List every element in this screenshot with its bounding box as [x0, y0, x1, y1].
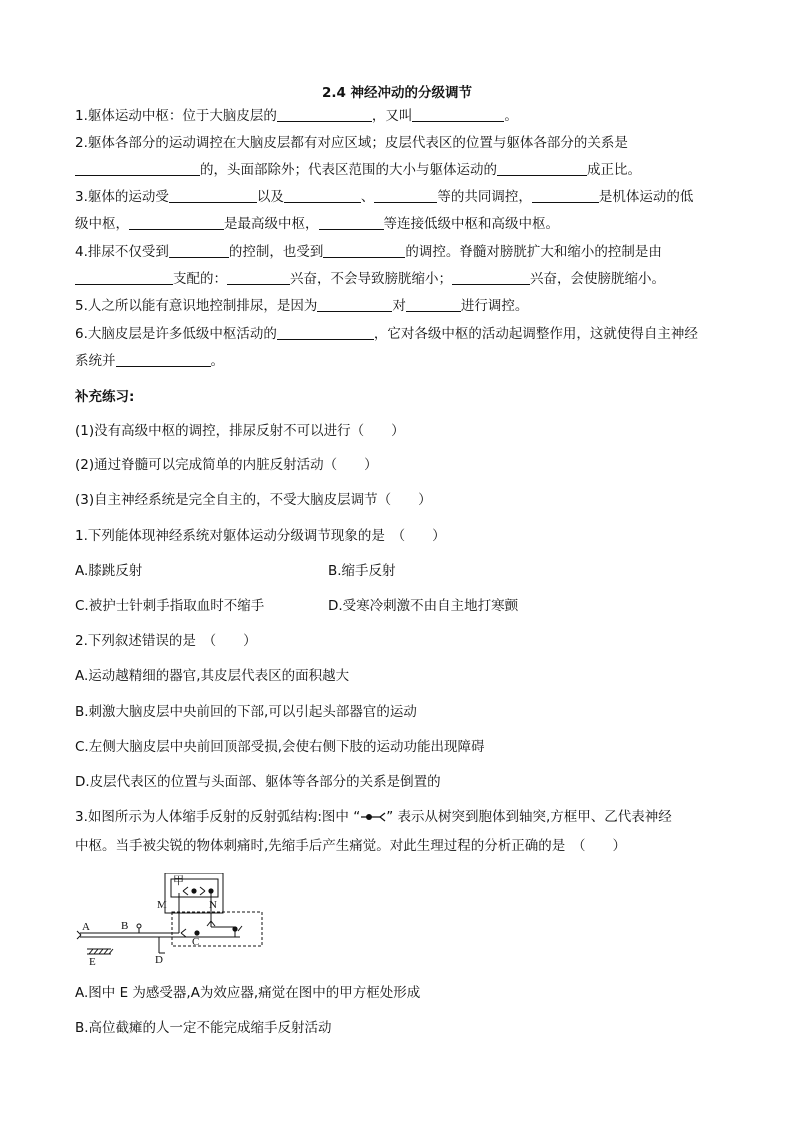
q4-blank-3[interactable] — [75, 270, 173, 285]
page-title: 2.4 神经冲动的分级调节 — [321, 85, 473, 101]
q1-blank-2[interactable] — [412, 107, 504, 122]
q3-text-e: 是机体运动的低 — [598, 189, 694, 205]
label-jia: 甲 — [173, 875, 184, 887]
q1-text-b: ，又叫 — [371, 108, 413, 124]
q4-blank-2[interactable] — [323, 243, 405, 258]
question-4-line-2 — [75, 269, 665, 289]
q4-blank-4[interactable] — [227, 270, 290, 285]
judge-item-2: (2)通过脊髓可以完成简单的内脏反射活动（ ） — [75, 457, 378, 473]
q1-blank-1[interactable] — [277, 107, 372, 122]
mc3-stem-line-1 — [75, 807, 672, 827]
q4-text-c: 的调控。脊髓对膀胱扩大和缩小的控制是由 — [405, 244, 662, 260]
question-1 — [75, 106, 518, 126]
q2-text-b: 成正比。 — [587, 162, 641, 178]
mc2-option-b[interactable]: B.刺激大脑皮层中央前回的下部,可以引起头部器官的运动 — [75, 704, 417, 720]
mc3-stem-line-2: 中枢。当手被尖锐的物体刺痛时,先缩手后产生痛觉。对此生理过程的分析正确的是 （ ） — [75, 838, 627, 854]
q4-text-d: 支配的： — [173, 271, 227, 287]
q2-text-a: 的，头面部除外；代表区范围的大小与躯体运动的 — [200, 162, 497, 178]
q3-text-h: 等连接低级中枢和高级中枢。 — [383, 216, 559, 232]
mc3-option-a[interactable]: A.图中 E 为感受器,A为效应器,痛觉在图中的甲方框处形成 — [75, 985, 421, 1001]
q3-text-f: 级中枢， — [75, 216, 129, 232]
q3-blank-5[interactable] — [129, 215, 224, 230]
q3-blank-1[interactable] — [169, 188, 257, 203]
mc2-option-c[interactable]: C.左侧大脑皮层中央前回顶部受损,会使右侧下肢的运动功能出现障碍 — [75, 739, 485, 755]
q1-text-c: 。 — [504, 108, 518, 124]
q5-text-a: 5.人之所以能有意识地控制排尿，是因为 — [75, 298, 318, 314]
question-4-line-1 — [75, 242, 662, 262]
question-2-line-2 — [75, 160, 641, 180]
q4-text-f: 兴奋，会使膀胱缩小。 — [530, 271, 665, 287]
q6-blank-2[interactable] — [116, 352, 211, 367]
q6-text-d: 。 — [210, 353, 224, 369]
q3-blank-4[interactable] — [532, 188, 599, 203]
q5-text-b: 对 — [392, 298, 406, 314]
question-5 — [75, 296, 528, 316]
label-d: D — [155, 954, 163, 965]
label-b: B — [121, 920, 129, 932]
judge-item-3: (3)自主神经系统是完全自主的，不受大脑皮层调节（ ） — [75, 492, 432, 508]
label-n: N — [209, 899, 217, 911]
question-3-line-1 — [75, 187, 693, 207]
reflex-arc-diagram — [75, 873, 275, 965]
mc1-stem: 1.下列能体现神经系统对躯体运动分级调节现象的是 （ ） — [75, 528, 446, 544]
mc3-text-a: 3.如图所示为人体缩手反射的反射弧结构:图中 “ — [75, 809, 361, 825]
q3-blank-3[interactable] — [374, 188, 437, 203]
q3-text-a: 3.躯体的运动受 — [75, 189, 169, 205]
question-6-line-1 — [75, 324, 698, 344]
mc2-option-a[interactable]: A.运动越精细的器官,其皮层代表区的面积越大 — [75, 668, 350, 684]
q5-blank-2[interactable] — [406, 297, 461, 312]
supplement-heading: 补充练习: — [75, 389, 135, 405]
q4-text-a: 4.排尿不仅受到 — [75, 244, 169, 260]
mc1-option-b[interactable]: B.缩手反射 — [328, 563, 396, 579]
q6-text-c: 系统并 — [75, 353, 116, 369]
question-6-line-2 — [75, 351, 224, 371]
mc2-option-d[interactable]: D.皮层代表区的位置与头面部、躯体等各部分的关系是倒置的 — [75, 774, 441, 790]
label-a: A — [82, 921, 90, 933]
q4-text-e: 兴奋，不会导致膀胱缩小； — [290, 271, 452, 287]
label-e: E — [89, 956, 96, 965]
q4-text-b: 的控制，也受到 — [228, 244, 324, 260]
q5-blank-1[interactable] — [317, 297, 392, 312]
q3-text-d: 等的共同调控， — [437, 189, 532, 205]
q3-text-b: 以及 — [256, 189, 284, 205]
q5-text-c: 进行调控。 — [460, 298, 529, 314]
mc1-option-d[interactable]: D.受寒冷刺激不由自主地打寒颤 — [328, 598, 519, 614]
q3-blank-6[interactable] — [319, 215, 384, 230]
q4-blank-5[interactable] — [452, 270, 530, 285]
q4-blank-1[interactable] — [169, 243, 229, 258]
q2-blank-1[interactable] — [75, 161, 200, 176]
mc3-option-b[interactable]: B.高位截瘫的人一定不能完成缩手反射活动 — [75, 1020, 332, 1036]
q3-text-c: 、 — [360, 189, 375, 205]
mc1-option-c[interactable]: C.被护士针刺手指取血时不缩手 — [75, 598, 265, 614]
mc3-text-b: ” 表示从树突到胞体到轴突,方框甲、乙代表神经 — [386, 809, 672, 825]
q3-blank-2[interactable] — [284, 188, 361, 203]
question-3-line-2 — [75, 214, 559, 234]
label-c: C — [192, 936, 200, 948]
neuron-symbol-icon — [360, 811, 386, 823]
q6-text-a: 6.大脑皮层是许多低级中枢活动的 — [75, 326, 277, 342]
q3-text-g: 是最高级中枢， — [224, 216, 319, 232]
q6-blank-1[interactable] — [277, 325, 374, 340]
q1-text-a: 1.躯体运动中枢：位于大脑皮层的 — [75, 108, 277, 124]
q6-text-b: ，它对各级中枢的活动起调整作用，这就使得自主神经 — [373, 326, 698, 342]
mc1-option-a[interactable]: A.膝跳反射 — [75, 563, 143, 579]
label-m: M — [157, 899, 167, 911]
mc2-stem: 2.下列叙述错误的是 （ ） — [75, 633, 257, 649]
question-2-line-1: 2.躯体各部分的运动调控在大脑皮层都有对应区域；皮层代表区的位置与躯体各部分的关系是 — [75, 135, 628, 151]
judge-item-1: (1)没有高级中枢的调控，排尿反射不可以进行（ ） — [75, 423, 405, 439]
q2-blank-2[interactable] — [497, 161, 587, 176]
